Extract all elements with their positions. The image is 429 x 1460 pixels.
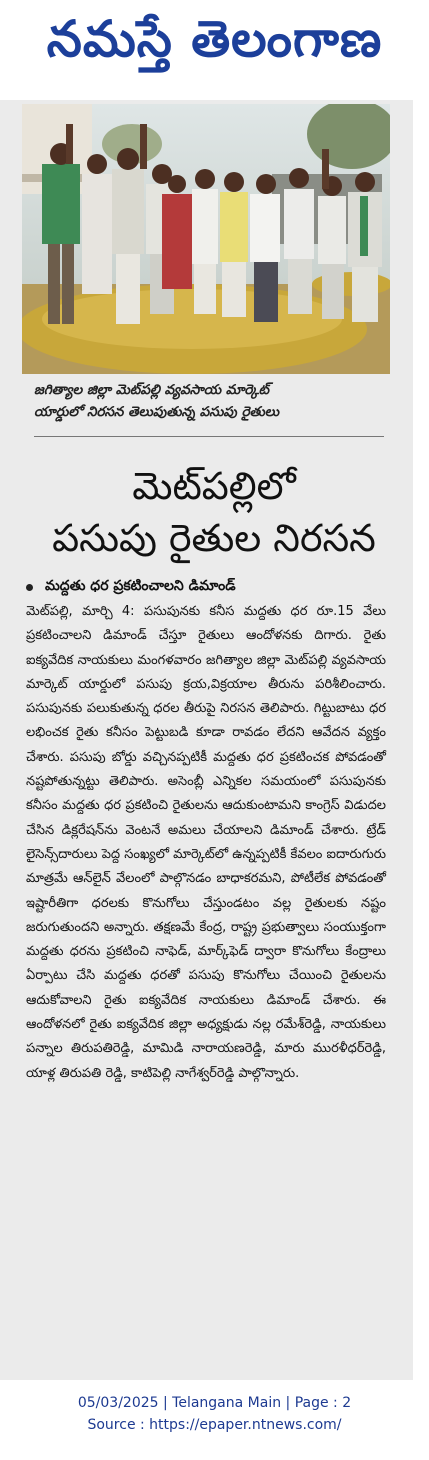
article-body [26,600,386,1086]
photo-caption-line-1: జగిత్యాల జిల్లా మెట్‌పల్లి వ్యవసాయ మార్కెట్ [34,382,270,398]
footer-date-edition: 05/03/2025 | Telangana Main | Page : 2 [77,1395,352,1411]
article-subheading [26,578,406,597]
protest-photo [22,104,390,374]
subheading-text: మద్దతు ధర ప్రకటించాలని డిమాండ్ [45,578,236,594]
newspaper-logo-title: నమస్తే తెలంగాణ [46,9,383,68]
footer-source-link[interactable]: Source : https://epaper.ntnews.com/ [87,1417,342,1433]
protest-photo-icon [22,104,390,374]
caption-divider [34,436,384,437]
headline-line-2: పసుపు రైతుల నిరసన [52,516,376,560]
photo-caption-line-2: యార్డులో నిరసన తెలుపుతున్న పసుపు రైతులు [34,404,280,420]
article-paragraph: మెట్‌పల్లి, మార్చి 4: పసుపునకు కనీస మద్దతు ధర రూ.15 వేలు ప్రకటించాలని డిమాండ్ చేస్తూ రైతులు ఆందోళనకు దిగారు. రైతు ఐక్యవేదిక నాయకులు మంగళవారం జగిత్యాల జిల్లా మెట్‌పల్లి వ్యవసాయ మార్కెట్ యార్డులో పసుపు క్రయ,విక్రయాల తీరును పరిశీలించారు. పసుపునకు పలుకుతున్న ధరల తీరుపై నిరసన తెలిపారు. గిట్టుబాటు ధర లభించక రైతు కనీసం పెట్టుబడి కూడా రావడం లేదని ఆవేదన వ్యక్తం చేశారు. పసుపు బోర్డు వచ్చినప్పటికీ మద్దతు ధర ప్రకటించక పోవడంతో నష్టపోతున్నట్టు తెలిపారు. అసెంబ్లీ ఎన్నికల సమయంలో పసుపునకు కనీసం మద్దతు ధర ప్రకటించి రైతులను ఆదుకుంటామని కాంగ్రెస్ విడుదల చేసిన డిక్లరేషన్‌ను వెంటనే అమలు చేయాలని డిమాండ్ చేశారు. ట్రేడ్ లైసెన్స్‌దారులు పెద్ద సంఖ్యలో మార్కెట్‌లో ఉన్నప్పటికీ కేవలం ఐదారుగురు మాత్రమే ఆన్‌లైన్ వేలంలో పాల్గొనడం బాధాకరమని, పోటీలేక పోవడంతో ఇష్టారీతిగా ధరలకు కొనుగోలు చేస్తుండటం వల్ల రైతులకు నష్టం జరుగుతుందని అన్నారు. తక్షణమే కేంద్ర, రాష్ట్ర ప్రభుత్వాలు సంయుక్తంగా మద్దతు ధరను ప్రకటించి నాఫెడ్, మార్క్‌ఫెడ్ ద్వారా కొనుగోలు కేంద్రాలు ఏర్పాటు చేసి మద్దతు ధరతో పసుపు కొనుగోలు చేయించి రైతులను ఆదుకోవాలని రైతు ఐక్యవేదిక నాయకులు డిమాండ్ చేశారు. ఈ ఆందోళనలో రైతు ఐక్యవేదిక జిల్లా అధ్యక్షుడు నల్ల రమేశ్‌రెడ్డి, నాయకులు పన్నాల తిరుపతిరెడ్డి, మామిడి నారాయణరెడ్డి, మారు మురళీధర్‌రెడ్డి, యాళ్ల తిరుపతి రెడ్డి, కాటిపెల్లి నాగేశ్వర్‌రెడ్డి పాల్గొన్నారు. [26,604,386,1081]
photo-caption [34,379,384,423]
clipping-footer [0,1392,429,1436]
headline-line-1: మెట్‌పల్లిలో [132,464,296,508]
article-headline [24,460,404,564]
bullet-icon [26,584,33,591]
masthead [0,0,429,90]
